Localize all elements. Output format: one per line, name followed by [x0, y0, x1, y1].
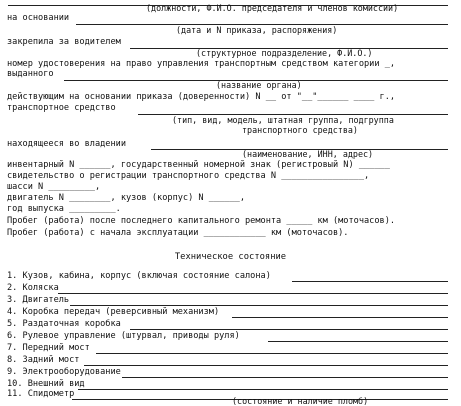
- fill-line: [78, 389, 448, 390]
- technical-state-title: Техническое состояние: [174, 252, 287, 262]
- fill-line: [70, 305, 448, 306]
- list-item: 3. Двигатель: [7, 295, 70, 305]
- list-item: 9. Электрооборудование: [7, 367, 121, 377]
- list-item: 8. Задний мост: [7, 355, 80, 365]
- caption-vehicle-1: (тип, вид, модель, штатная группа, подгруппа: [172, 115, 394, 125]
- fill-line: [130, 329, 448, 330]
- mileage-repair-line: Пробег (работа) после последнего капитального ремонта _____ км (моточасов).: [7, 216, 396, 226]
- fill-line: [96, 353, 448, 354]
- caption-order: (дата и N приказа, распоряжения): [176, 25, 338, 35]
- owned-by-label: находящееся во владении: [7, 139, 126, 149]
- inventory-line: инвентарный N ______, государственный номерной знак (регистровый N) ______: [7, 160, 390, 170]
- caption-vehicle-2: транспортного средства): [242, 125, 358, 135]
- on-basis-label: на основании: [7, 13, 70, 23]
- engine-body-line: двигатель N ________, кузов (корпус) N ______,: [7, 193, 245, 203]
- list-item: 2. Коляска: [7, 283, 59, 293]
- list-item: 1. Кузов, кабина, корпус (включая состояние салона): [7, 271, 271, 281]
- list-item: 5. Раздаточная коробка: [7, 319, 121, 329]
- fill-line: [232, 317, 448, 318]
- fill-line: [292, 281, 448, 282]
- caption-authority: (название органа): [216, 80, 302, 90]
- assigned-driver-label: закрепила за водителем: [7, 37, 121, 47]
- fill-line: [58, 293, 448, 294]
- fill-line: [122, 377, 448, 378]
- caption-seals: (состояние и наличие пломб): [232, 396, 369, 406]
- chassis-line: шасси N _________,: [7, 182, 101, 192]
- issued-label: выданного: [7, 69, 54, 79]
- fill-line: [268, 341, 448, 342]
- list-item: 11. Спидометр: [7, 389, 75, 399]
- year-line: год выпуска _________.: [7, 204, 121, 214]
- list-item: 7. Передний мост: [7, 343, 90, 353]
- list-item: 10. Внешний вид: [7, 379, 85, 389]
- mileage-start-line: Пробег (работа) с начала эксплуатации ____________ км (моточасов).: [7, 228, 349, 238]
- caption-owner: (наименование, ИНН, адрес): [242, 149, 374, 159]
- acting-basis-line: действующим на основании приказа (доверенности) N __ от "__"______ ____ г.,: [7, 92, 396, 102]
- registration-certificate-line: свидетельство о регистрации транспортного средства N ________________,: [7, 171, 370, 181]
- caption-commission: (должности, Ф.И.О. председателя и членов комиссии): [146, 3, 399, 13]
- list-item: 6. Рулевое управление (штурвал, приводы руля): [7, 331, 240, 341]
- list-item: 4. Коробка передач (реверсивный механизм): [7, 307, 220, 317]
- caption-division: (структурное подразделение, Ф.И.О.): [196, 48, 373, 58]
- license-line: номер удостоверения на право управления транспортным средством категории _,: [7, 59, 396, 69]
- vehicle-label: транспортное средство: [7, 103, 116, 113]
- fill-line: [84, 365, 448, 366]
